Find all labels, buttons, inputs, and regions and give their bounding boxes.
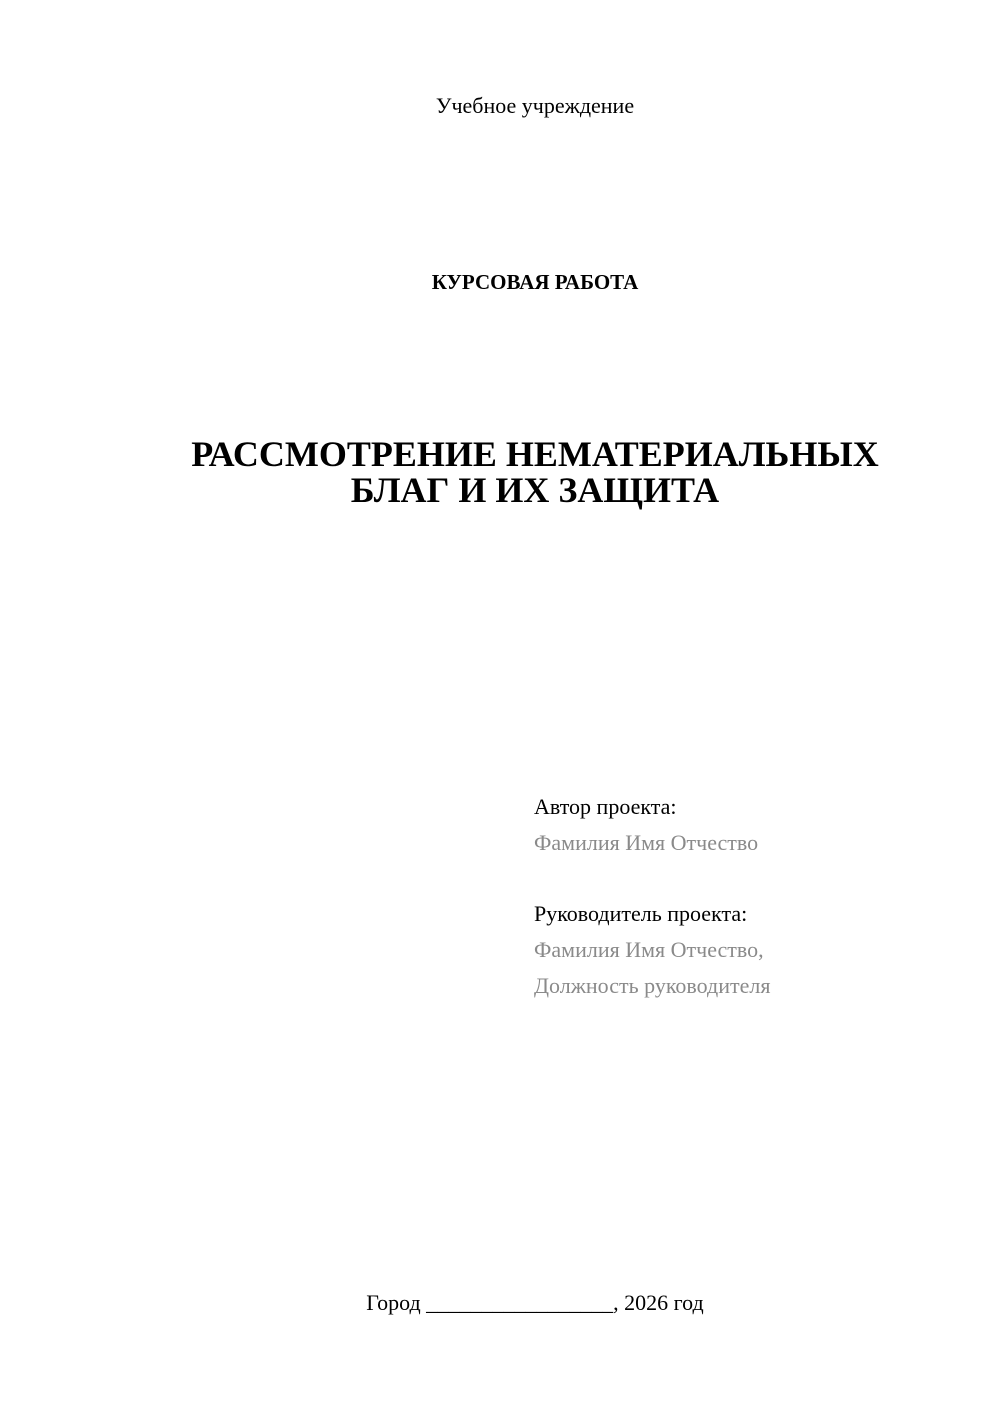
supervisor-position: Должность руководителя xyxy=(534,973,771,998)
document-title-line-1: РАССМОТРЕНИЕ НЕМАТЕРИАЛЬНЫХ xyxy=(191,434,879,474)
supervisor-label: Руководитель проекта: xyxy=(534,901,748,926)
document-title xyxy=(70,436,1000,508)
document-title-line-2: БЛАГ И ИХ ЗАЩИТА xyxy=(350,470,720,510)
author-label: Автор проекта: xyxy=(534,794,677,819)
project-info-block xyxy=(534,789,770,1004)
info-spacer xyxy=(534,861,770,896)
supervisor-name: Фамилия Имя Отчество, xyxy=(534,937,764,962)
author-name: Фамилия Имя Отчество xyxy=(534,830,759,855)
work-type-heading: КУРСОВАЯ РАБОТА xyxy=(431,270,639,294)
city-year-line: Город _________________, 2026 год xyxy=(366,1290,704,1315)
institution-name: Учебное учреждение xyxy=(435,93,635,118)
